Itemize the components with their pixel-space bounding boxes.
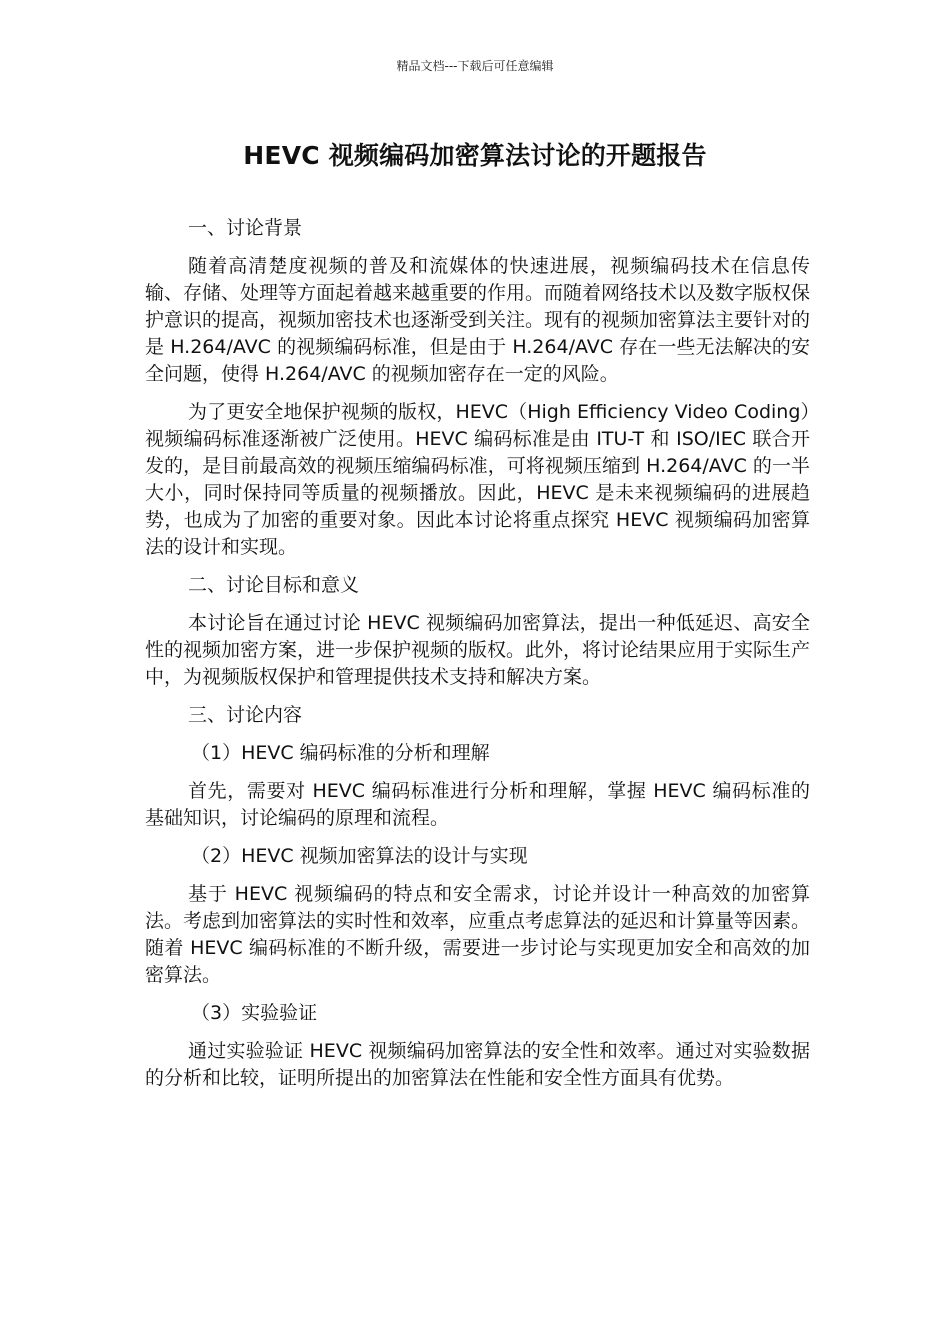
section-heading-content: 三、讨论内容: [188, 704, 303, 726]
subsection-paragraph-3: 通过实验验证 HEVC 视频编码加密算法的安全性和效率。通过对实验数据的分析和比较，证明所提出的加密算法在性能和安全性方面具有优势。: [145, 1040, 810, 1089]
header-note: 精品文档---下载后可任意编辑: [396, 59, 554, 73]
paragraph-goals: 本讨论旨在通过讨论 HEVC 视频编码加密算法，提出一种低延迟、高安全性的视频加密方案，进一步保护视频的版权。此外，将讨论结果应用于实际生产中，为视频版权保护和管理提供技术支持和解决方案。: [145, 612, 811, 688]
subsection-heading-2: （2）HEVC 视频加密算法的设计与实现: [191, 845, 528, 867]
paragraph-background-1: 随着高清楚度视频的普及和流媒体的快速进展，视频编码技术在信息传输、存储、处理等方面起着越来越重要的作用。而随着网络技术以及数字版权保护意识的提高，视频加密技术也逐渐受到关注。现有的视频加密算法主要针对的是 H.264/AVC 的视频编码标准，但是由于 H.264/AVC 存在一些无法解决的安全问题，使得 H.264/AVC 的视频加密存在一定的风险。: [145, 255, 811, 385]
document-body: [145, 215, 810, 1103]
subsection-heading-1: （1）HEVC 编码标准的分析和理解: [191, 742, 490, 764]
subsection-heading-3: （3）实验验证: [191, 1002, 318, 1024]
subsection-paragraph-2: 基于 HEVC 视频编码的特点和安全需求，讨论并设计一种高效的加密算法。考虑到加密算法的实时性和效率，应重点考虑算法的延迟和计算量等因素。随着 HEVC 编码标准的不断升级，需要进一步讨论与实现更加安全和高效的加密算法。: [145, 883, 811, 986]
subsection-paragraph-1: 首先，需要对 HEVC 编码标准进行分析和理解，掌握 HEVC 编码标准的基础知识，讨论编码的原理和流程。: [145, 780, 810, 829]
section-heading-background: 一、讨论背景: [188, 217, 303, 239]
section-heading-goals: 二、讨论目标和意义: [188, 574, 360, 596]
document-title: HEVC 视频编码加密算法讨论的开题报告: [243, 141, 707, 170]
paragraph-background-2: 为了更安全地保护视频的版权，HEVC（High Efficiency Video Coding）视频编码标准逐渐被广泛使用。HEVC 编码标准是由 ITU-T 和 ISO/IEC 联合开发的，是目前最高效的视频压缩编码标准，可将视频压缩到 H.264/AVC 的一半大小，同时保持同等质量的视频播放。因此，HEVC 是未来视频编码的进展趋势，也成为了加密的重要对象。因此本讨论将重点探究 HEVC 视频编码加密算法的设计和实现。: [145, 401, 810, 558]
